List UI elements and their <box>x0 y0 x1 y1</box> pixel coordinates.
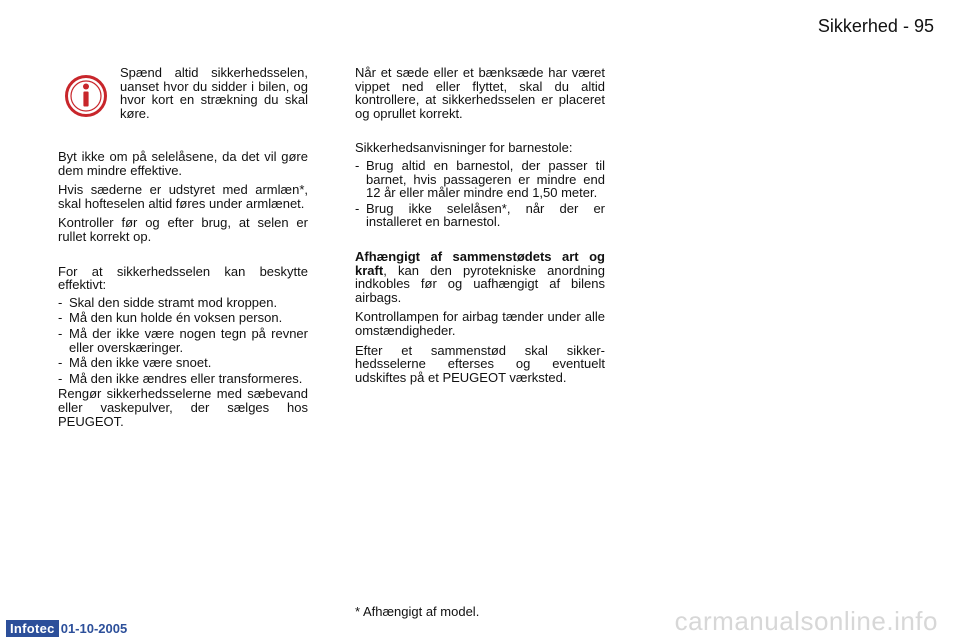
section-title: Sikkerhed <box>817 16 898 36</box>
paragraph-crash <box>355 250 605 304</box>
paragraph-after-crash: Efter et sammenstød skal sikkerhedsselerne efterses og eventuelt udskiftes på et PEUGEOT værksted. <box>355 342 605 385</box>
page-header <box>818 16 934 37</box>
footnote: * Afhængigt af model. <box>355 604 480 619</box>
list-item: - Må den kun holde én voksen person. <box>58 311 308 325</box>
list-item: - Skal den sidde stramt mod kroppen. <box>58 296 308 310</box>
infotec-logo: Infotec <box>6 620 59 637</box>
list-item: - Må der ikke være nogen tegn på revner eller overskæringer. <box>58 327 308 354</box>
left-column <box>58 66 308 428</box>
list-item: - Brug altid en barnestol, der passer til barnet, hvis passageren er mindre end 12 år eller måler mindre end 1,50 meter. <box>355 159 605 200</box>
crash-emphasis: Afhængigt af sammenstødets art og kraft <box>355 248 605 278</box>
header-separator: - <box>902 16 909 36</box>
paragraph-intro: For at sikkerhedsselen kan beskytte effektivt: <box>58 263 308 293</box>
crash-text: , kan den pyrotekniske anordning indkobles før og uafhængigt af bilens airbags. <box>355 262 605 305</box>
seatbelt-list <box>58 296 308 386</box>
list-item: - Må den ikke ændres eller transformeres. <box>58 372 308 386</box>
list-item: - Brug ikke selelåsen*, når der er installeret en barnestol. <box>355 202 605 229</box>
paragraph-cleaning: Rengør sikkerhedsselerne med sæbevand eller vaskepulver, der sælges hos PEUGEOT. <box>58 386 308 429</box>
right-column <box>355 66 605 384</box>
watermark: carmanualsonline.info <box>674 606 938 636</box>
page-number: 95 <box>913 16 934 36</box>
paragraph-kontroller: Kontroller før og efter brug, at selen er rullet korrekt op. <box>58 215 308 244</box>
print-date: 01-10-2005 <box>60 621 128 636</box>
warning-block <box>58 66 308 130</box>
child-seat-heading: Sikkerhedsanvisninger for barnestole: <box>355 140 573 156</box>
warning-text: Spænd altid sikkerhedsselen, uanset hvor du sidder i bilen, og hvor kort en strækning du skal køre. <box>120 65 308 121</box>
paragraph-airbag-lamp: Kontrollampen for airbag tænder under alle omstændigheder. <box>355 309 605 338</box>
child-seat-list <box>355 159 605 229</box>
paragraph-selelaase: Byt ikke om på selelåsene, da det vil gøre dem mindre effektive. <box>58 149 308 178</box>
info-warning-icon <box>64 74 108 118</box>
list-item: - Må den ikke være snoet. <box>58 356 308 370</box>
footer-infotec <box>6 620 127 637</box>
paragraph-armlaen: Hvis sæderne er udstyret med armlæn*, skal hofteselen altid føres under armlænet. <box>58 182 308 211</box>
paragraph-seat-check: Når et sæde eller et bænksæde har været vippet ned eller flyttet, skal du altid kontrollere, at sikkerhedsselen er placeret og oprullet korrekt. <box>355 65 605 121</box>
